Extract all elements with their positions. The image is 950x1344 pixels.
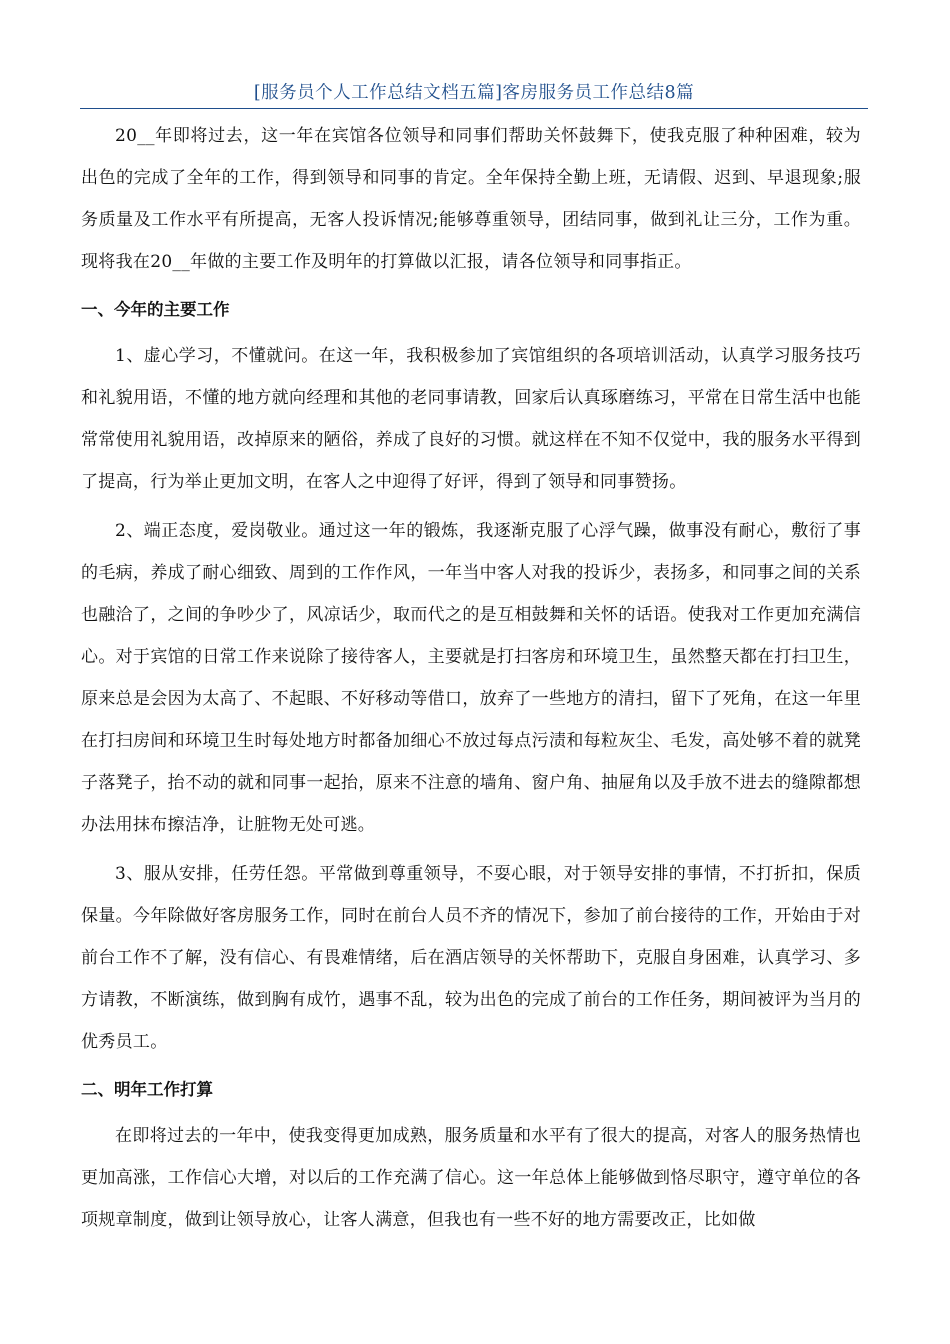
header-divider xyxy=(80,108,868,109)
work-item-3: 3、服从安排，任劳任怨。平常做到尊重领导，不耍心眼，对于领导安排的事情，不打折扣，保质保量。今年除做好客房服务工作，同时在前台人员不齐的情况下，参加了前台接待的工作，开始由于对前台工作不了解，没有信心、有畏难情绪，后在酒店领导的关怀帮助下，克服自身困难，认真学习、多方请教，不断演练，做到胸有成竹，遇事不乱，较为出色的完成了前台的工作任务，期间被评为当月的优秀员工。 xyxy=(81,864,861,1052)
work-item-2: 2、端正态度，爱岗敬业。通过这一年的锻炼，我逐渐克服了心浮气躁，做事没有耐心，敷衍了事的毛病，养成了耐心细致、周到的工作作风，一年当中客人对我的投诉少，表扬多，和同事之间的关系也融洽了，之间的争吵少了，风凉话少，取而代之的是互相鼓舞和关怀的话语。使我对工作更加充满信心。对于宾馆的日常工作来说除了接待客人，主要就是打扫客房和环境卫生，虽然整天都在打扫卫生，原来总是会因为太高了、不起眼、不好移动等借口，放弃了一些地方的清扫，留下了死角，在这一年里在打扫房间和环境卫生时每处地方时都备加细心不放过每点污渍和每粒灰尘、毛发，高处够不着的就凳子落凳子，抬不动的就和同事一起抬，原来不注意的墙角、窗户角、抽屉角以及手放不进去的缝隙都想办法用抹布擦洁净，让脏物无处可逃。 xyxy=(81,521,861,835)
section-heading-next-year: 二、明年工作打算 xyxy=(81,1080,213,1099)
document-header-title: [服务员个人工作总结文档五篇]客房服务员工作总结8篇 xyxy=(253,83,695,103)
plan-paragraph: 在即将过去的一年中，使我变得更加成熟，服务质量和水平有了很大的提高，对客人的服务热情也更加高涨，工作信心大增，对以后的工作充满了信心。这一年总体上能够做到恪尽职守，遵守单位的各项规章制度，做到让领导放心，让客人满意，但我也有一些不好的地方需要改正，比如做 xyxy=(81,1126,861,1230)
intro-paragraph: 20__年即将过去，这一年在宾馆各位领导和同事们帮助关怀鼓舞下，使我克服了种种困难，较为出色的完成了全年的工作，得到领导和同事的肯定。全年保持全勤上班，无请假、迟到、早退现象;服务质量及工作水平有所提高，无客人投诉情况;能够尊重领导，团结同事，做到礼让三分，工作为重。现将我在20__年做的主要工作及明年的打算做以汇报，请各位领导和同事指正。 xyxy=(81,126,861,272)
document-body xyxy=(81,115,861,1241)
work-item-1: 1、虚心学习，不懂就问。在这一年，我积极参加了宾馆组织的各项培训活动，认真学习服务技巧和礼貌用语，不懂的地方就向经理和其他的老同事请教，回家后认真琢磨练习，平常在日常生活中也能常常使用礼貌用语，改掉原来的陋俗，养成了良好的习惯。就这样在不知不仅觉中，我的服务水平得到了提高，行为举止更加文明，在客人之中迎得了好评，得到了领导和同事赞扬。 xyxy=(81,346,861,492)
section-heading-main-work: 一、今年的主要工作 xyxy=(81,300,230,319)
